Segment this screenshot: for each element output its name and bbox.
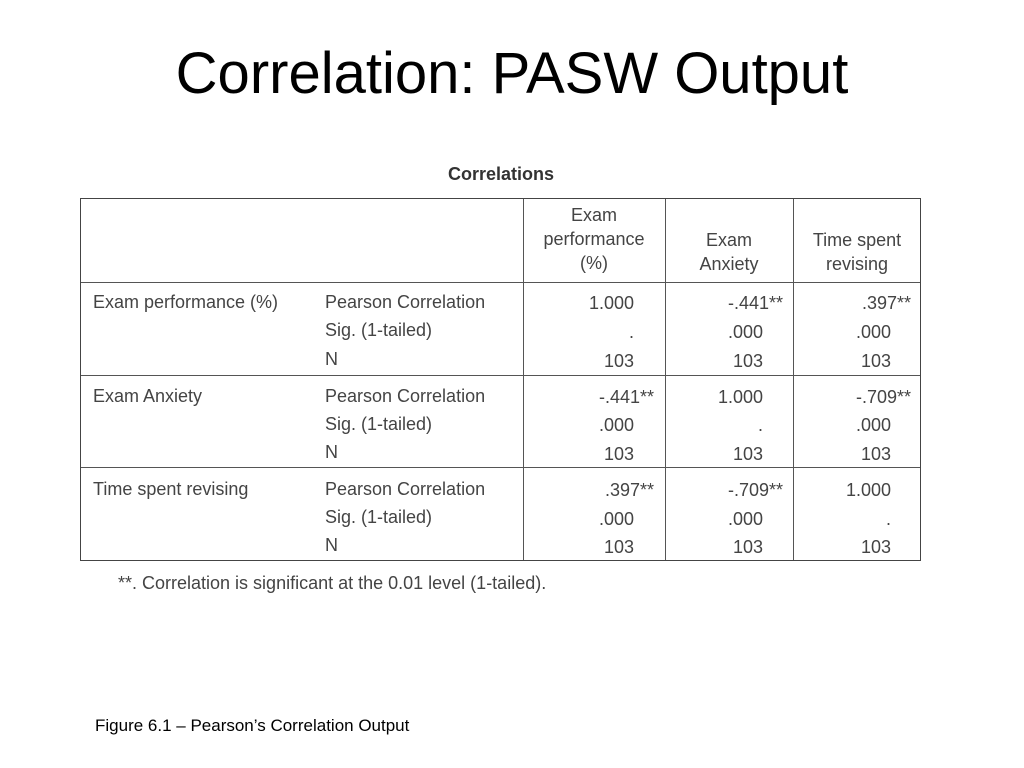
table-cell: .000: [598, 509, 634, 529]
table-divider: [81, 467, 920, 468]
table-cell: 103: [603, 444, 634, 464]
col-header-exam-performance: [523, 203, 665, 275]
table-cell: -.441**: [598, 387, 654, 407]
stat-label: N: [325, 442, 338, 462]
row-label-time-spent-revising: Time spent revising: [93, 479, 249, 499]
col-header-exam-anxiety: [665, 228, 793, 276]
stat-label: Pearson Correlation: [325, 386, 486, 406]
table-cell: .: [885, 509, 891, 529]
figure-caption: Figure 6.1 – Pearson’s Correlation Output: [95, 716, 410, 735]
table-cell: 1.000: [717, 387, 763, 407]
col-header-line: performance: [543, 229, 645, 249]
stat-label: Sig. (1-tailed): [325, 414, 433, 434]
stat-label: Sig. (1-tailed): [325, 507, 433, 527]
table-divider: [81, 375, 920, 376]
table-cell: .397**: [604, 480, 654, 500]
table-cell: 103: [860, 444, 891, 464]
table-cell: -.709**: [855, 387, 911, 407]
row-label-exam-anxiety: Exam Anxiety: [93, 386, 203, 406]
table-cell: .000: [855, 322, 891, 342]
table-cell: 103: [732, 444, 763, 464]
stat-label: Pearson Correlation: [325, 479, 486, 499]
table-cell: .: [757, 415, 763, 435]
table-cell: 103: [860, 351, 891, 371]
table-cell: .000: [855, 415, 891, 435]
stat-label: Sig. (1-tailed): [325, 320, 433, 340]
table-cell: 103: [860, 537, 891, 557]
col-header-line: (%): [580, 253, 608, 273]
col-header-line: Anxiety: [699, 254, 759, 274]
col-header-line: Exam: [705, 230, 752, 250]
table-cell: 103: [603, 537, 634, 557]
table-cell: .000: [727, 322, 763, 342]
correlations-table: [80, 198, 921, 561]
col-header-time-spent-revising: [793, 228, 921, 276]
table-cell: .000: [598, 415, 634, 435]
table-cell: 1.000: [588, 293, 634, 313]
table-cell: .000: [727, 509, 763, 529]
row-label-exam-performance: Exam performance (%): [93, 292, 279, 312]
table-cell: .397**: [861, 293, 911, 313]
table-cell: 103: [732, 537, 763, 557]
table-caption: Correlations: [448, 164, 555, 184]
col-header-line: Time spent: [812, 230, 902, 250]
table-cell: -.709**: [727, 480, 783, 500]
col-header-line: revising: [825, 254, 889, 274]
table-cell: .: [628, 322, 634, 342]
stat-label: Pearson Correlation: [325, 292, 486, 312]
table-cell: 1.000: [845, 480, 891, 500]
table-cell: 103: [732, 351, 763, 371]
stat-label: N: [325, 349, 338, 369]
table-cell: 103: [603, 351, 634, 371]
stat-label: N: [325, 535, 338, 555]
slide-title: Correlation: PASW Output: [175, 41, 849, 106]
col-header-line: Exam: [570, 205, 617, 225]
table-cell: -.441**: [727, 293, 783, 313]
table-divider: [81, 282, 920, 283]
table-footnote: **. Correlation is significant at the 0.01 level (1-tailed).: [118, 573, 547, 593]
